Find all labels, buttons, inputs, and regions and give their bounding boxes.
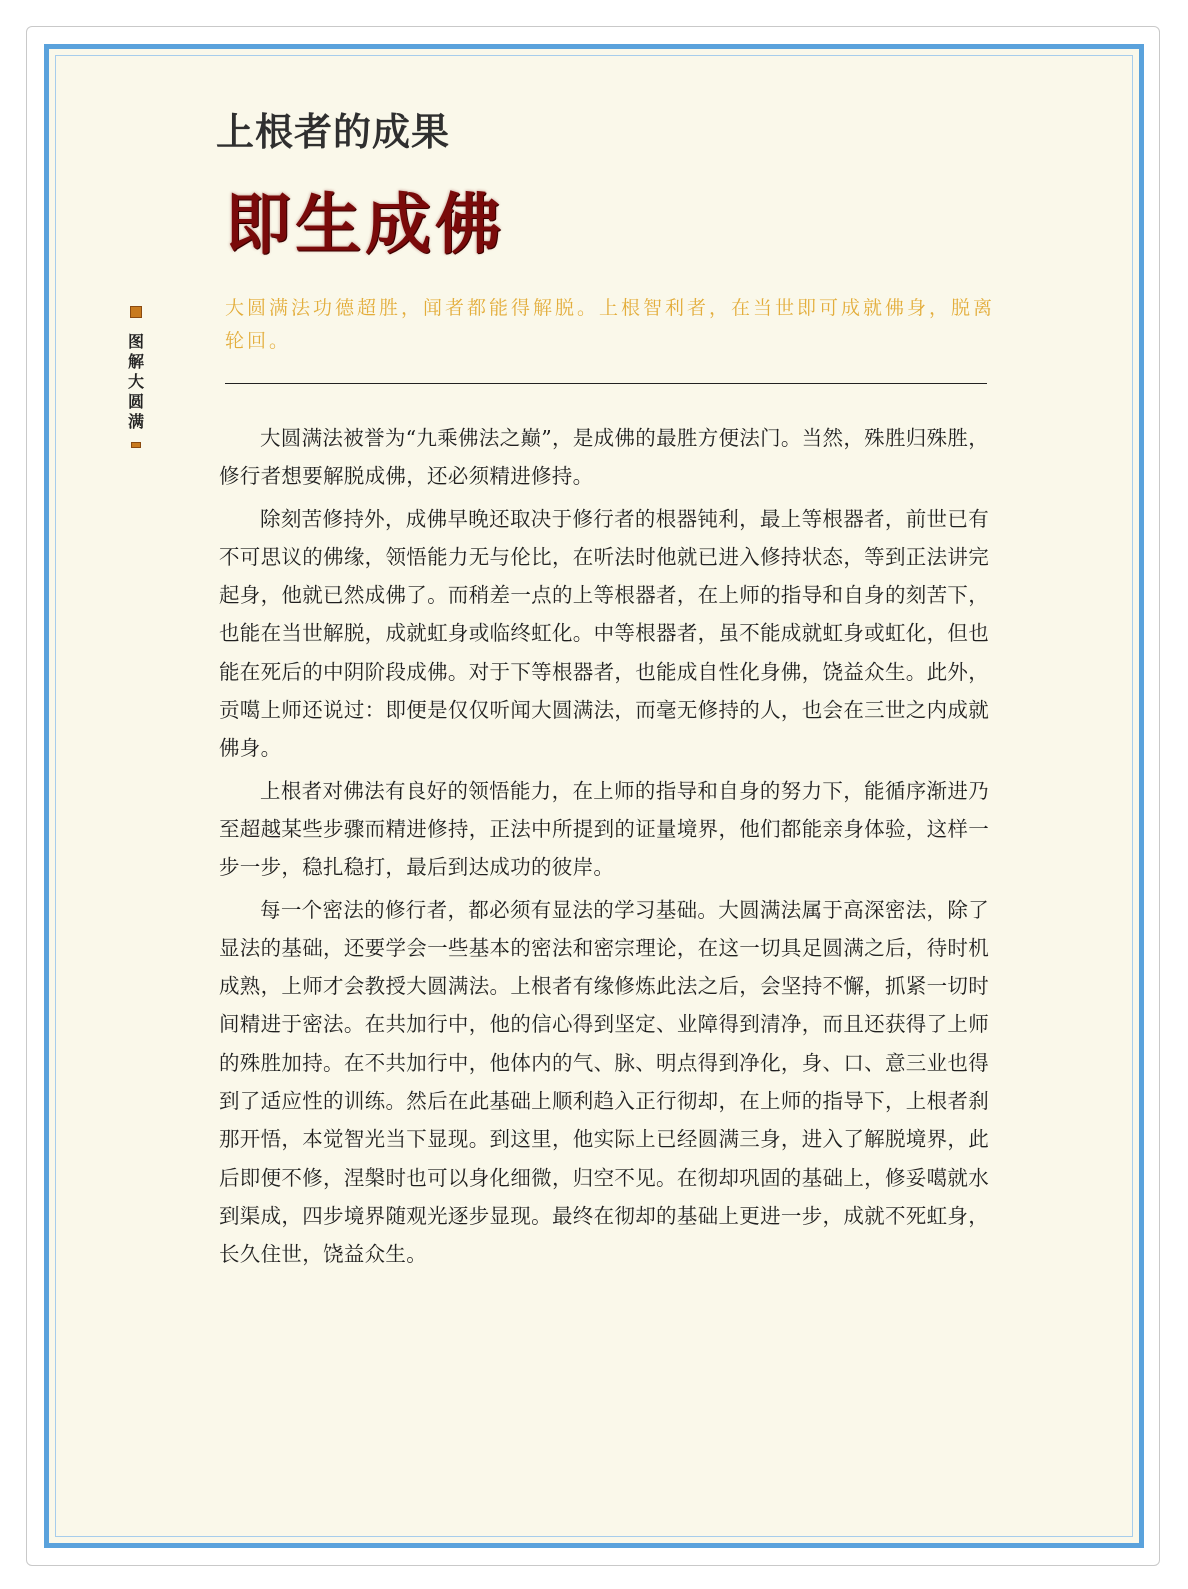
seal-icon bbox=[131, 442, 141, 448]
section-title: 上根者的成果 bbox=[216, 110, 451, 154]
body-text bbox=[219, 419, 989, 1278]
side-label-text: 图 解 大 圆 满 bbox=[127, 332, 144, 431]
intro-text: 大圆满法功德超胜，闻者都能得解脱。上根智利者，在当世即可成就佛身，脱离轮回。 bbox=[225, 297, 996, 352]
paragraph: 每一个密法的修行者，都必须有显法的学习基础。大圆满法属于高深密法，除了显法的基础，还要学会一些基本的密法和密宗理论，在这一切具足圆满之后，待时机成熟，上师才会教授大圆满法。上根者有缘修炼此法之后，会坚持不懈，抓紧一切时间精进于密法。在共加行中，他的信心得到坚定、业障得到清净，而且还获得了上师的殊胜加持。在不共加行中，他体内的气、脉、明点得到净化，身、口、意三业也得到了适应性的训练。然后在此基础上顺利趋入正行彻却，在上师的指导下，上根者刹那开悟，本觉智光当下显现。到这里，他实际上已经圆满三身，进入了解脱境界，此后即便不修，涅槃时也可以身化细微，归空不见。在彻却巩固的基础上，修妥噶就水到渠成，四步境界随观光逐步显现。最终在彻却的基础上更进一步，成就不死虹身，长久住世，饶益众生。 bbox=[219, 897, 989, 1267]
page-frame bbox=[44, 44, 1144, 1548]
seal-icon bbox=[130, 306, 142, 318]
paragraph: 上根者对佛法有良好的领悟能力，在上师的指导和自身的努力下，能循序渐进乃至超越某些步骤而精进修持，正法中所提到的证量境界，他们都能亲身体验，这样一步一步，稳扎稳打，最后到达成功的彼岸。 bbox=[219, 778, 989, 880]
paragraph: 除刻苦修持外，成佛早晚还取决于修行者的根器钝利，最上等根器者，前世已有不可思议的佛缘，领悟能力无与伦比，在听法时他就已进入修持状态，等到正法讲完起身，他就已然成佛了。而稍差一点的上等根器者，在上师的指导和自身的刻苦下，也能在当世解脱，成就虹身或临终虹化。中等根器者，虽不能成就虹身或虹化，但也能在死后的中阴阶段成佛。对于下等根器者，也能成自性化身佛，饶益众生。此外，贡噶上师还说过：即便是仅仅听闻大圆满法，而毫无修持的人，也会在三世之内成就佛身。 bbox=[219, 506, 989, 761]
divider-rule bbox=[225, 383, 987, 384]
paragraph: 大圆满法被誉为“九乘佛法之巅”，是成佛的最胜方便法门。当然，殊胜归殊胜，修行者想要解脱成佛，还必须精进修持。 bbox=[219, 426, 989, 489]
side-label bbox=[121, 306, 151, 448]
main-title: 即生成佛 bbox=[225, 185, 505, 263]
